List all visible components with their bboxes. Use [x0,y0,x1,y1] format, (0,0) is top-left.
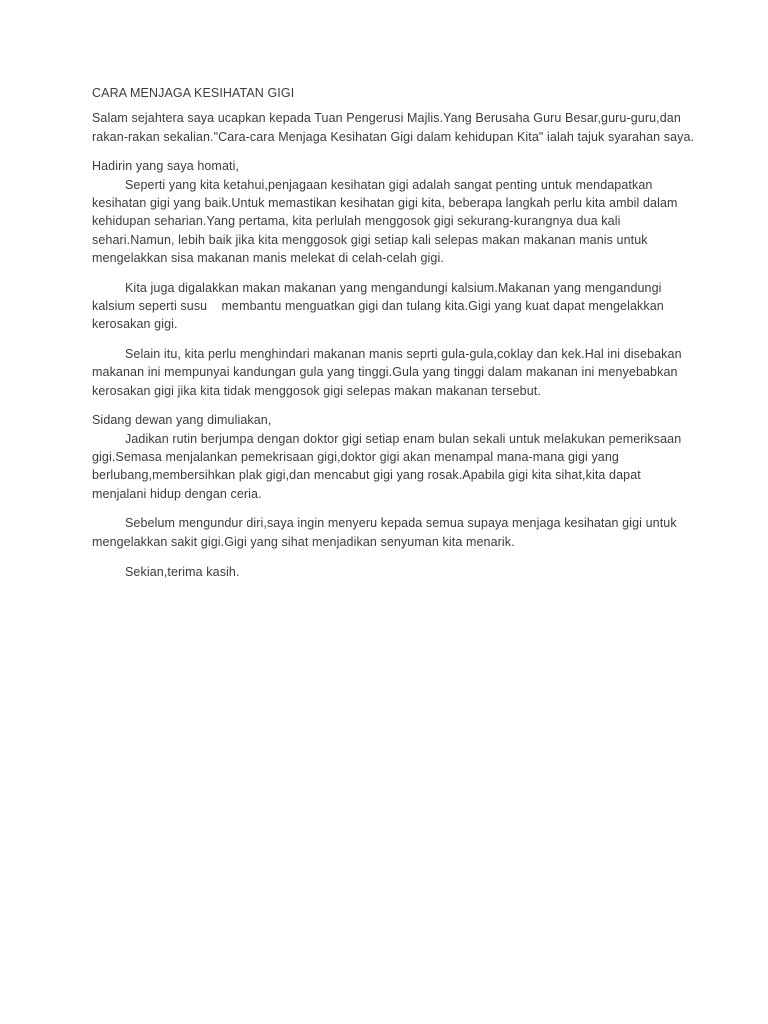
paragraph-calcium [92,279,696,334]
paragraph-text: Seperti yang kita ketahui,penjagaan kesihatan gigi adalah sangat penting untuk mendapatkan kesihatan gigi yang baik.Untuk memastikan kesihatan gigi kita, beberapa langkah perlu kita ambil dalam kehidupan seharian.Yang pertama, kita perlulah menggosok gigi sekurang-kurangnya dua kali sehari.Namun, lebih baik jika kita menggosok gigi setiap kali selepas makan makanan manis untuk mengelakkan sisa makanan manis melekat di celah-celah gigi. [92,177,682,265]
paragraph-text: Jadikan rutin berjumpa dengan doktor gigi setiap enam bulan sekali untuk melakukan pemeriksaan gigi.Semasa menjalankan pemekrisaan gigi,doktor gigi akan menampal mana-mana gigi yang berlubang,membersihkan plak gigi,dan mencabut gigi yang rosak.Apabila gigi kita sihat,kita dapat menjalani hidup dengan ceria. [92,431,685,501]
document-page [92,84,696,592]
paragraph-greeting-1 [92,157,696,267]
paragraph-greeting-2 [92,411,696,502]
paragraph-text: Salam sejahtera saya ucapkan kepada Tuan Pengerusi Majlis.Yang Berusaha Guru Besar,guru-guru,dan rakan-rakan sekalian."Cara-cara Menjaga Kesihatan Gigi dalam kehidupan Kita" ialah tajuk syarahan saya. [92,111,695,144]
paragraph-text: Selain itu, kita perlu menghindari makanan manis seprti gula-gula,coklay dan kek.Hal ini disebakan makanan ini mempunyai kandungan gula yang tinggi.Gula yang tinggi dalam makanan ini menyebabkan kerosakan gigi jika kita tidak menggosok gigi selepas makan makanan tersebut. [92,347,686,398]
salutation-line: Sidang dewan yang dimuliakan, [92,413,272,428]
paragraph-text: Sebelum mengundur diri,saya ingin menyeru kepada semua supaya menjaga kesihatan gigi untuk mengelakkan sakit gigi.Gigi yang sihat menjadikan senyuman kita menarik. [92,516,681,549]
paragraph-avoid-sweets [92,345,696,400]
paragraph-text: Sekian,terima kasih. [125,564,240,579]
document-title: CARA MENJAGA KESIHATAN GIGI [92,86,295,100]
paragraph-text: Kita juga digalakkan makan makanan yang mengandungi kalsium.Makanan yang mengandungi kalsium seperti susu membantu menguatkan gigi dan tulang kita.Gigi yang kuat dapat mengelakkan kerosakan gigi. [92,280,668,332]
salutation-line: Hadirin yang saya homati, [92,159,240,174]
paragraph-opening [92,109,696,146]
paragraph-closing [92,514,696,551]
paragraph-thanks [92,563,696,581]
